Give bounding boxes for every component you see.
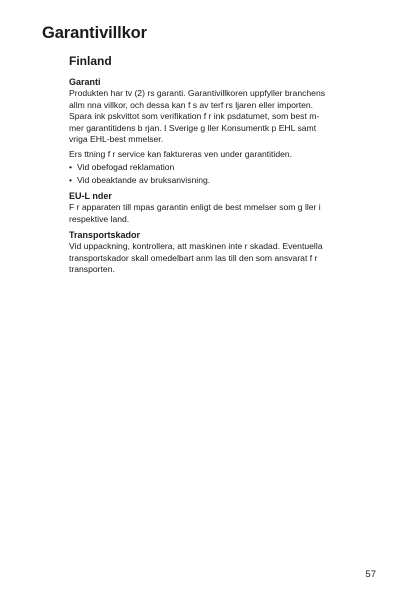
- garanti-bullet-list: [69, 161, 379, 186]
- section-garanti: [69, 76, 379, 186]
- list-item: [69, 174, 379, 187]
- list-item-text: Vid obeaktande av bruksanvisning.: [77, 174, 211, 185]
- section-heading-transport: Transportskador: [69, 230, 141, 240]
- page-title: Garantivillkor: [42, 24, 147, 42]
- garanti-paragraph-1: Produkten har tv (2) rs garanti. Garantivillkoren uppfyller branchens allm nna villkor, och dessa kan f s av terf rs ljaren eller importen. Spara ink pskvittot som verifikation f r ink psdatumet, som best m- mer garantitidens b rjan. I Sverige g ller Konsumentk p EHL samt vriga EHL-best mmelser.: [69, 88, 326, 144]
- transport-paragraph: Vid uppackning, kontrollera, att maskinen inte r skadad. Eventuella transportskador skall omedelbart anm las till den som ansvarat f r transporten.: [69, 241, 323, 274]
- section-eu: [69, 190, 379, 225]
- bullet-icon: •: [69, 174, 73, 185]
- page-number: 57: [365, 569, 376, 580]
- section-heading-garanti: Garanti: [69, 77, 101, 87]
- bullet-icon: •: [69, 162, 73, 172]
- section-transport: [69, 229, 379, 276]
- list-item-text: Vid obefogad reklamation: [77, 162, 175, 172]
- eu-paragraph: F r apparaten till mpas garantin enligt de best mmelser som g ller i respektive land.: [69, 202, 321, 224]
- section-heading-eu: EU-L nder: [69, 191, 112, 201]
- country-heading: Finland: [69, 54, 112, 68]
- list-item: [69, 161, 379, 174]
- garanti-paragraph-2: Ers ttning f r service kan faktureras ven under garantitiden.: [69, 148, 293, 159]
- content-area: [69, 54, 379, 280]
